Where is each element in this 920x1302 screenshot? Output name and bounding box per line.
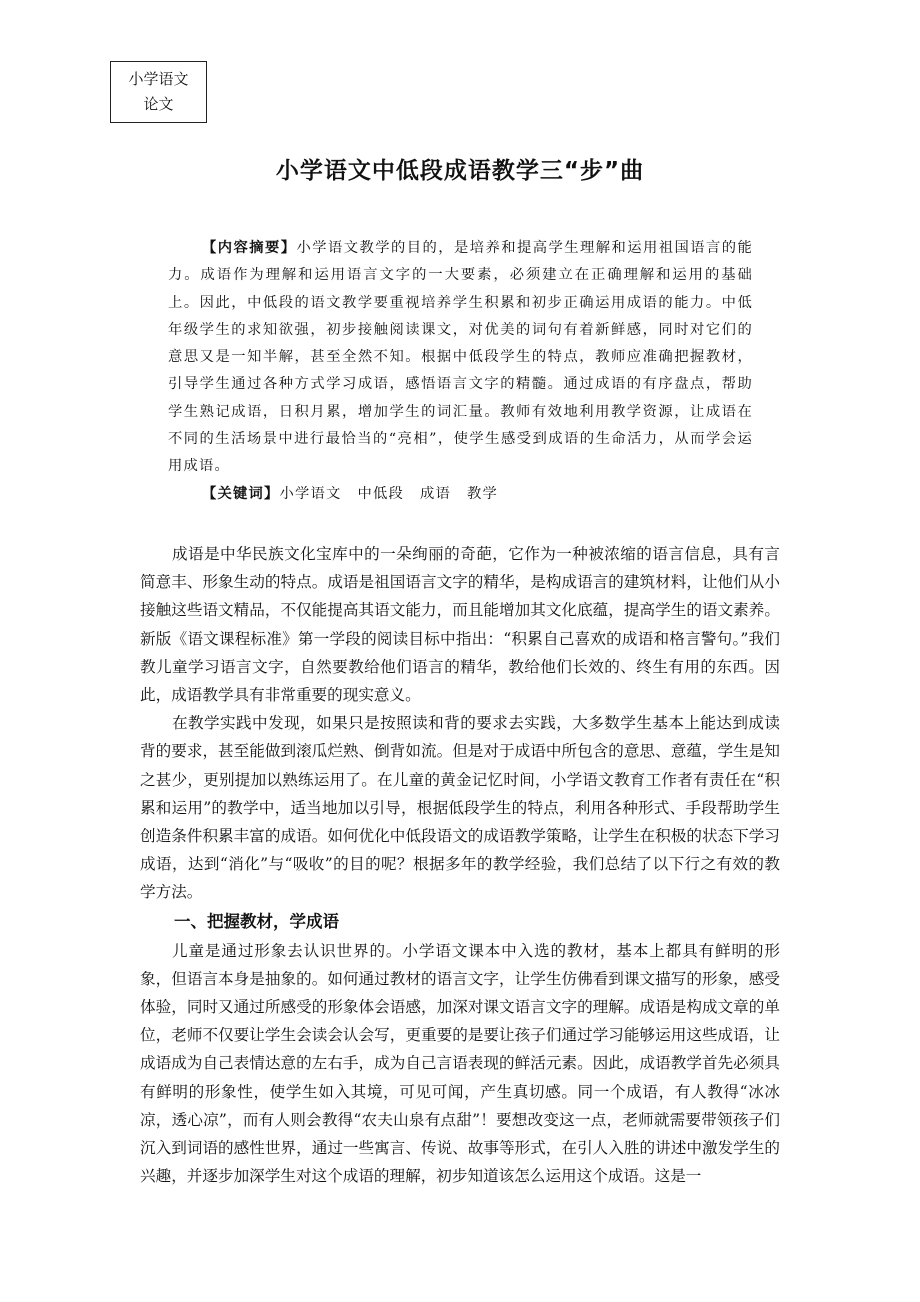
category-label-line2: 论文	[143, 95, 174, 113]
body-paragraph-2: 在教学实践中发现，如果只是按照读和背的要求去实践，大多数学生基本上能达到成读背的要求，甚至能做到滚瓜烂熟、倒背如流。但是对于成语中所包含的意思、意蕴，学生是知之甚少，更别提加以熟练运用了。在儿童的黄金记忆时间，小学语文教育工作者有责任在“积累和运用”的教学中，适当地加以引导，根据低段学生的特点，利用各种形式、手段帮助学生创造条件积累丰富的成语。如何优化中低段语文的成语教学策略，让学生在积极的状态下学习成语，达到“消化”与“吸收”的目的呢？根据多年的教学经验，我们总结了以下行之有效的教学方法。	[140, 714, 780, 902]
body-paragraph-3: 儿童是通过形象去认识世界的。小学语文课本中入选的教材，基本上都具有鲜明的形象，但语言本身是抽象的。如何通过教材的语言文字，让学生仿佛看到课文描写的形象，感受体验，同时又通过所感受的形象体会语感，加深对课文语言文字的理解。成语是构成文章的单位，老师不仅要让学生会读会认会写，更重要的是要让孩子们通过学习能够运用这些成语，让成语成为自己表情达意的左右手，成为自己言语表现的鲜活元素。因此，成语教学首先必须具有鲜明的形象性，使学生如入其境，可见可闻，产生真切感。同一个成语，有人教得“冰冰凉，透心凉”，而有人则会教得“农夫山泉有点甜”！要想改变这一点，老师就需要带领孩子们沉入到词语的感性世界，通过一些寓言、传说、故事等形式，在引人入胜的讲述中激发学生的兴趣，并逐步加深学生对这个成语的理解，初步知道该怎么运用这个成语。这是一	[140, 941, 780, 1186]
section-heading-1: 一、把握教材，学成语	[174, 911, 339, 931]
body-section	[140, 540, 780, 1190]
keywords-tag: 【关键词】	[202, 485, 280, 502]
keyword-item: 成语	[419, 485, 451, 502]
abstract-section	[168, 235, 753, 508]
body-paragraph-1: 成语是中华民族文化宝库中的一朵绚丽的奇葩，它作为一种被浓缩的语言信息，具有言简意丰、形象生动的特点。成语是祖国语言文字的精华，是构成语言的建筑材料，让他们从小接触这些语文精品，不仅能提高其语文能力，而且能增加其文化底蕴，提高学生的语文素养。新版《语文课程标准》第一学段的阅读目标中指出：“积累自己喜欢的成语和格言警句。”我们教儿童学习语言文字，自然要教给他们语言的精华，教给他们长效的、终生有用的东西。因此，成语教学具有非常重要的现实意义。	[140, 545, 780, 705]
keywords-line	[168, 481, 753, 508]
abstract-text: 小学语文教学的目的，是培养和提高学生理解和运用祖国语言的能力。成语作为理解和运用语言文字的一大要素，必须建立在正确理解和运用的基础上。因此，中低段的语文教学要重视培养学生积累和初步正确运用成语的能力。中低年级学生的求知欲强，初步接触阅读课文，对优美的词句有着新鲜感，同时对它们的意思又是一知半解，甚至全然不知。根据中低段学生的特点，教师应准确把握教材，引导学生通过各种方式学习成语，感悟语言文字的精髓。通过成语的有序盘点，帮助学生熟记成语，日积月累，增加学生的词汇量。教师有效地利用教学资源，让成语在不同的生活场景中进行最恰当的“亮相”，使学生感受到成语的生命活力，从而学会运用成语。	[168, 240, 753, 475]
keyword-item: 小学语文	[279, 485, 342, 502]
abstract-paragraph	[168, 235, 753, 481]
category-label-line1: 小学语文	[128, 70, 189, 88]
keyword-item: 教学	[466, 485, 498, 502]
keyword-item: 中低段	[357, 485, 404, 502]
category-label-box	[110, 61, 207, 123]
abstract-tag: 【内容摘要】	[202, 240, 297, 256]
page-title: 小学语文中低段成语教学三“步”曲	[275, 158, 645, 184]
